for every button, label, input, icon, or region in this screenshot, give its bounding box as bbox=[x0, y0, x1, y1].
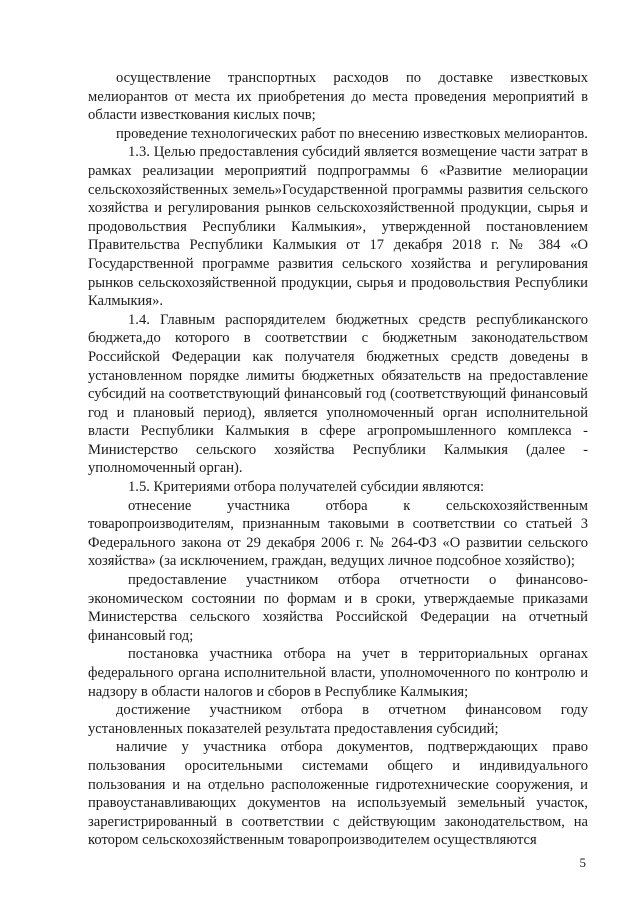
paragraph: проведение технологических работ по внесению известковых мелиорантов. bbox=[116, 125, 588, 142]
paragraph: 1.5. Критериями отбора получателей субсидии являются: bbox=[128, 479, 485, 496]
paragraph: 1.3. Целью предоставления субсидий является возмещение части затрат в рамках реализации мероприятий подпрограммы 6 «Развитие мелиорации сельскохозяйственных земель»Государственной программы развития сельского хозяйства и регулирования рынков сельскохозяйственной продукции, сырья и продовольствия Республики Калмыкия», утвержденной постановлением Правительства Республики Калмыкия от 17 декабря 2018 г. № 384 «О Государственной программе развития сельского хозяйства и регулирования рынков сельскохозяйственной продукции, сырья и продовольствия Республики Калмыкия». bbox=[88, 144, 588, 310]
paragraph: наличие у участника отбора документов, подтверждающих право пользования оросительными системами общего и индивидуального пользования и на отдельно расположенные гидротехнические сооружения, и правоустанавливающих документов на используемый земельный участок, зарегистрированный в соответствии с действующим законодательством, на котором сельскохозяйственным товаропроизводителем осуществляются bbox=[88, 739, 588, 849]
page-number: 5 bbox=[579, 855, 586, 870]
paragraph: достижение участником отбора в отчетном финансовом году установленных показателей результата предоставления субсидий; bbox=[88, 702, 588, 737]
paragraph: постановка участника отбора на учет в территориальных органах федерального органа исполнительной власти, уполномоченного по контролю и надзору в области налогов и сборов в Республике Калмыкия; bbox=[88, 646, 588, 700]
paragraph: 1.4. Главным распорядителем бюджетных средств республиканского бюджета,до которого в соответствии с бюджетным законодательством Российской Федерации как получателя бюджетных средств доведены в установленном порядке лимиты бюджетных обязательств на предоставление субсидий на соответствующий финансовый год (соответствующий финансовый год и плановый период), является уполномоченный орган исполнительной власти Республики Калмыкия в сфере агропромышленного комплекса - Министерство сельского хозяйства Республики Калмыкия (далее - уполномоченный орган). bbox=[88, 311, 588, 477]
paragraph: отнесение участника отбора к сельскохозяйственным товаропроизводителям, признанным таковыми в соответствии со статьей 3 Федерального закона от 29 декабря 2006 г. № 264-ФЗ «О развитии сельского хозяйства» (за исключением, граждан, ведущих личное подсобное хозяйство); bbox=[88, 497, 588, 570]
document-body bbox=[88, 69, 588, 850]
paragraph: осуществление транспортных расходов по доставке известковых мелиорантов от места их приобретения до места проведения мероприятий в области известкования кислых почв; bbox=[88, 70, 588, 124]
paragraph: предоставление участником отбора отчетности о финансово-экономическом состоянии по формам и в сроки, утверждаемые приказами Министерства сельского хозяйства Российской Федерации на отчетный финансовый год; bbox=[88, 572, 588, 644]
